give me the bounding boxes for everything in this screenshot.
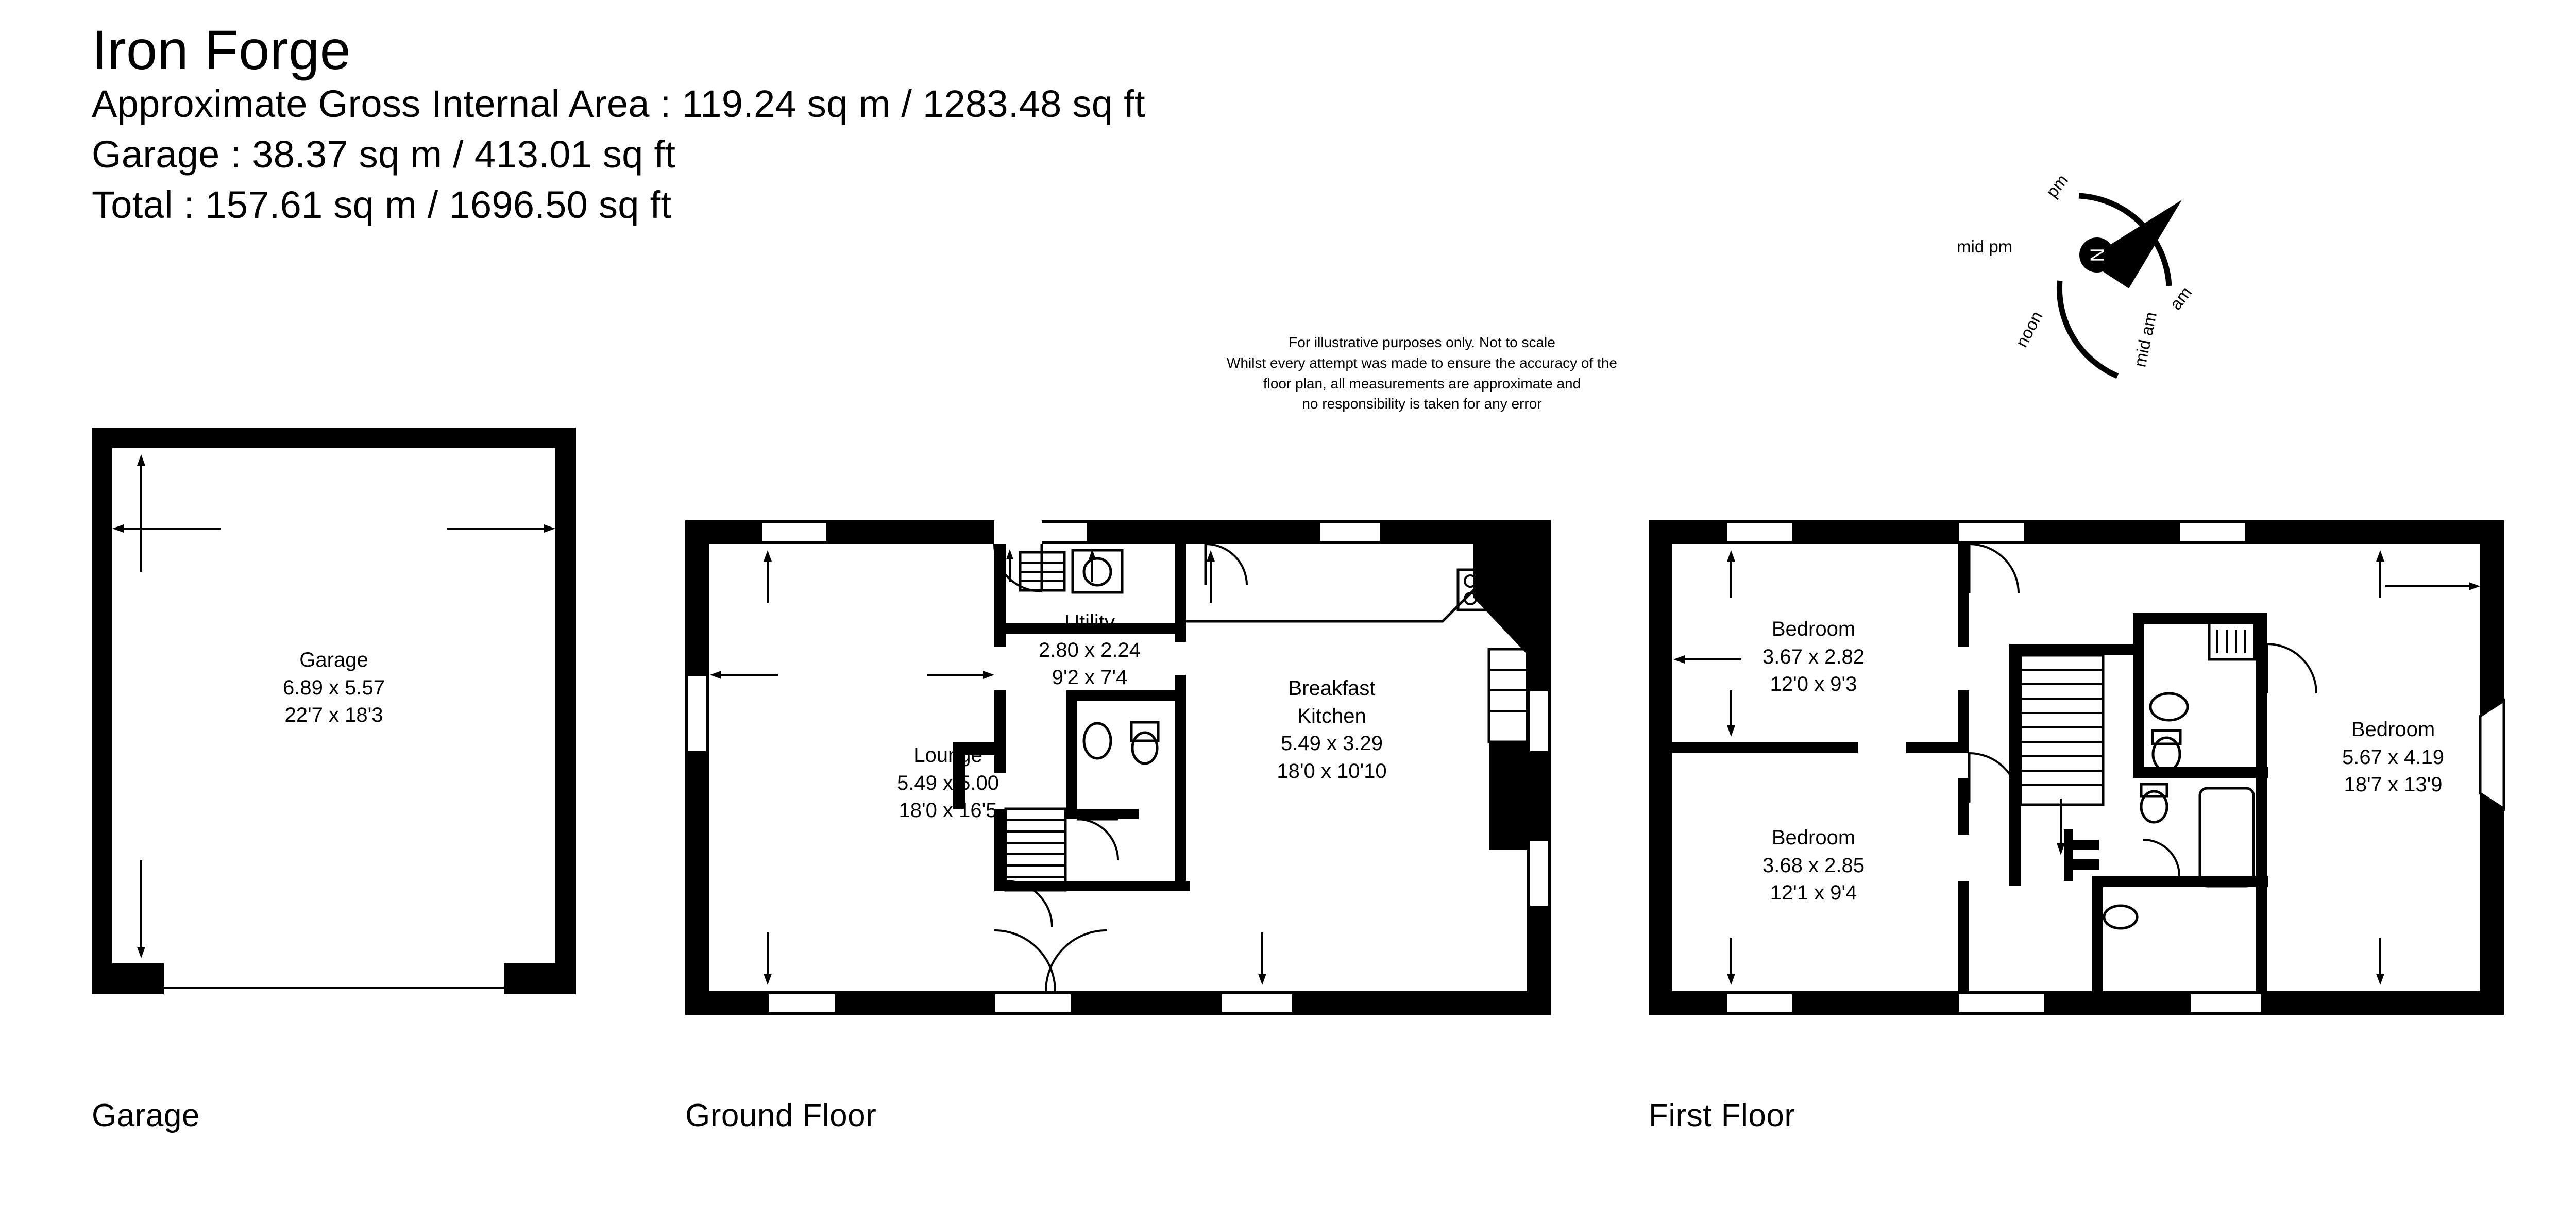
room-name: Bedroom <box>1771 618 1856 640</box>
room-dim-imperial: 9'2 x 7'4 <box>1052 666 1128 689</box>
room-label-breakfast-kitchen <box>1216 675 1448 785</box>
room-dim-imperial: 12'1 x 9'4 <box>1770 881 1857 905</box>
plan-label-ground-floor: Ground Floor <box>685 1098 877 1133</box>
room-label-utility <box>987 609 1193 692</box>
compass-icon <box>1947 165 2267 433</box>
compass-label-noon: noon <box>2011 308 2046 350</box>
room-dim-metric: 6.89 x 5.57 <box>283 676 385 699</box>
room-dim-metric: 3.67 x 2.82 <box>1762 645 1865 668</box>
compass-label-pm: pm <box>2042 171 2072 201</box>
compass-label-mid-pm: mid pm <box>1957 237 2013 256</box>
room-dim-imperial: 18'0 x 16'5 <box>899 799 997 822</box>
area-line-garage: Garage : 38.37 sq m / 413.01 sq ft <box>92 133 676 176</box>
room-label-bedroom-2 <box>1705 824 1922 907</box>
room-name: Utility <box>1064 611 1115 634</box>
room-dim-imperial: 18'7 x 13'9 <box>2344 773 2443 796</box>
area-line-total: Total : 157.61 sq m / 1696.50 sq ft <box>92 183 672 226</box>
room-name: Garage <box>299 649 368 671</box>
plan-first-floor <box>1649 520 2504 1015</box>
page-title: Iron Forge <box>92 19 351 81</box>
disclaimer-line-1: For illustrative purposes only. Not to scale <box>1289 334 1555 350</box>
room-dim-metric: 2.80 x 2.24 <box>1039 638 1141 661</box>
room-label-garage <box>231 647 437 729</box>
room-dim-metric: 3.68 x 2.85 <box>1762 854 1865 877</box>
disclaimer-text <box>1216 332 1628 414</box>
room-dim-imperial: 12'0 x 9'3 <box>1770 673 1857 696</box>
room-name-line-2: Kitchen <box>1297 704 1366 727</box>
room-name: Bedroom <box>1771 826 1856 849</box>
area-line-gross: Approximate Gross Internal Area : 119.24 sq m / 1283.48 sq ft <box>92 82 1145 126</box>
room-dim-metric: 5.49 x 3.29 <box>1281 732 1383 755</box>
compass-label-am: am <box>2165 283 2196 314</box>
room-name-line-1: Breakfast <box>1288 677 1376 700</box>
disclaimer-line-4: no responsibility is taken for any error <box>1302 396 1542 412</box>
room-dim-metric: 5.49 x 5.00 <box>897 771 999 794</box>
svg-text:N: N <box>2087 248 2109 262</box>
room-dim-metric: 5.67 x 4.19 <box>2342 745 2444 769</box>
disclaimer-line-2: Whilst every attempt was made to ensure the accuracy of the <box>1227 354 1617 371</box>
room-label-bedroom-1 <box>1705 616 1922 699</box>
room-name: Bedroom <box>2351 718 2435 741</box>
room-name: Lounge <box>913 744 982 767</box>
plan-label-garage: Garage <box>92 1098 200 1133</box>
disclaimer-line-3: floor plan, all measurements are approximate and <box>1263 375 1581 392</box>
room-dim-imperial: 18'0 x 10'10 <box>1277 759 1387 783</box>
room-label-lounge <box>835 742 1061 825</box>
header-block <box>92 21 1534 230</box>
room-label-bedroom-3 <box>2282 716 2504 799</box>
plan-label-first-floor: First Floor <box>1649 1098 1795 1133</box>
plan-ground-floor <box>685 520 1551 1015</box>
compass-rose <box>1947 165 2267 433</box>
room-dim-imperial: 22'7 x 18'3 <box>284 704 383 727</box>
compass-label-mid-am: mid am <box>2130 310 2160 369</box>
plan-garage <box>92 428 576 1005</box>
